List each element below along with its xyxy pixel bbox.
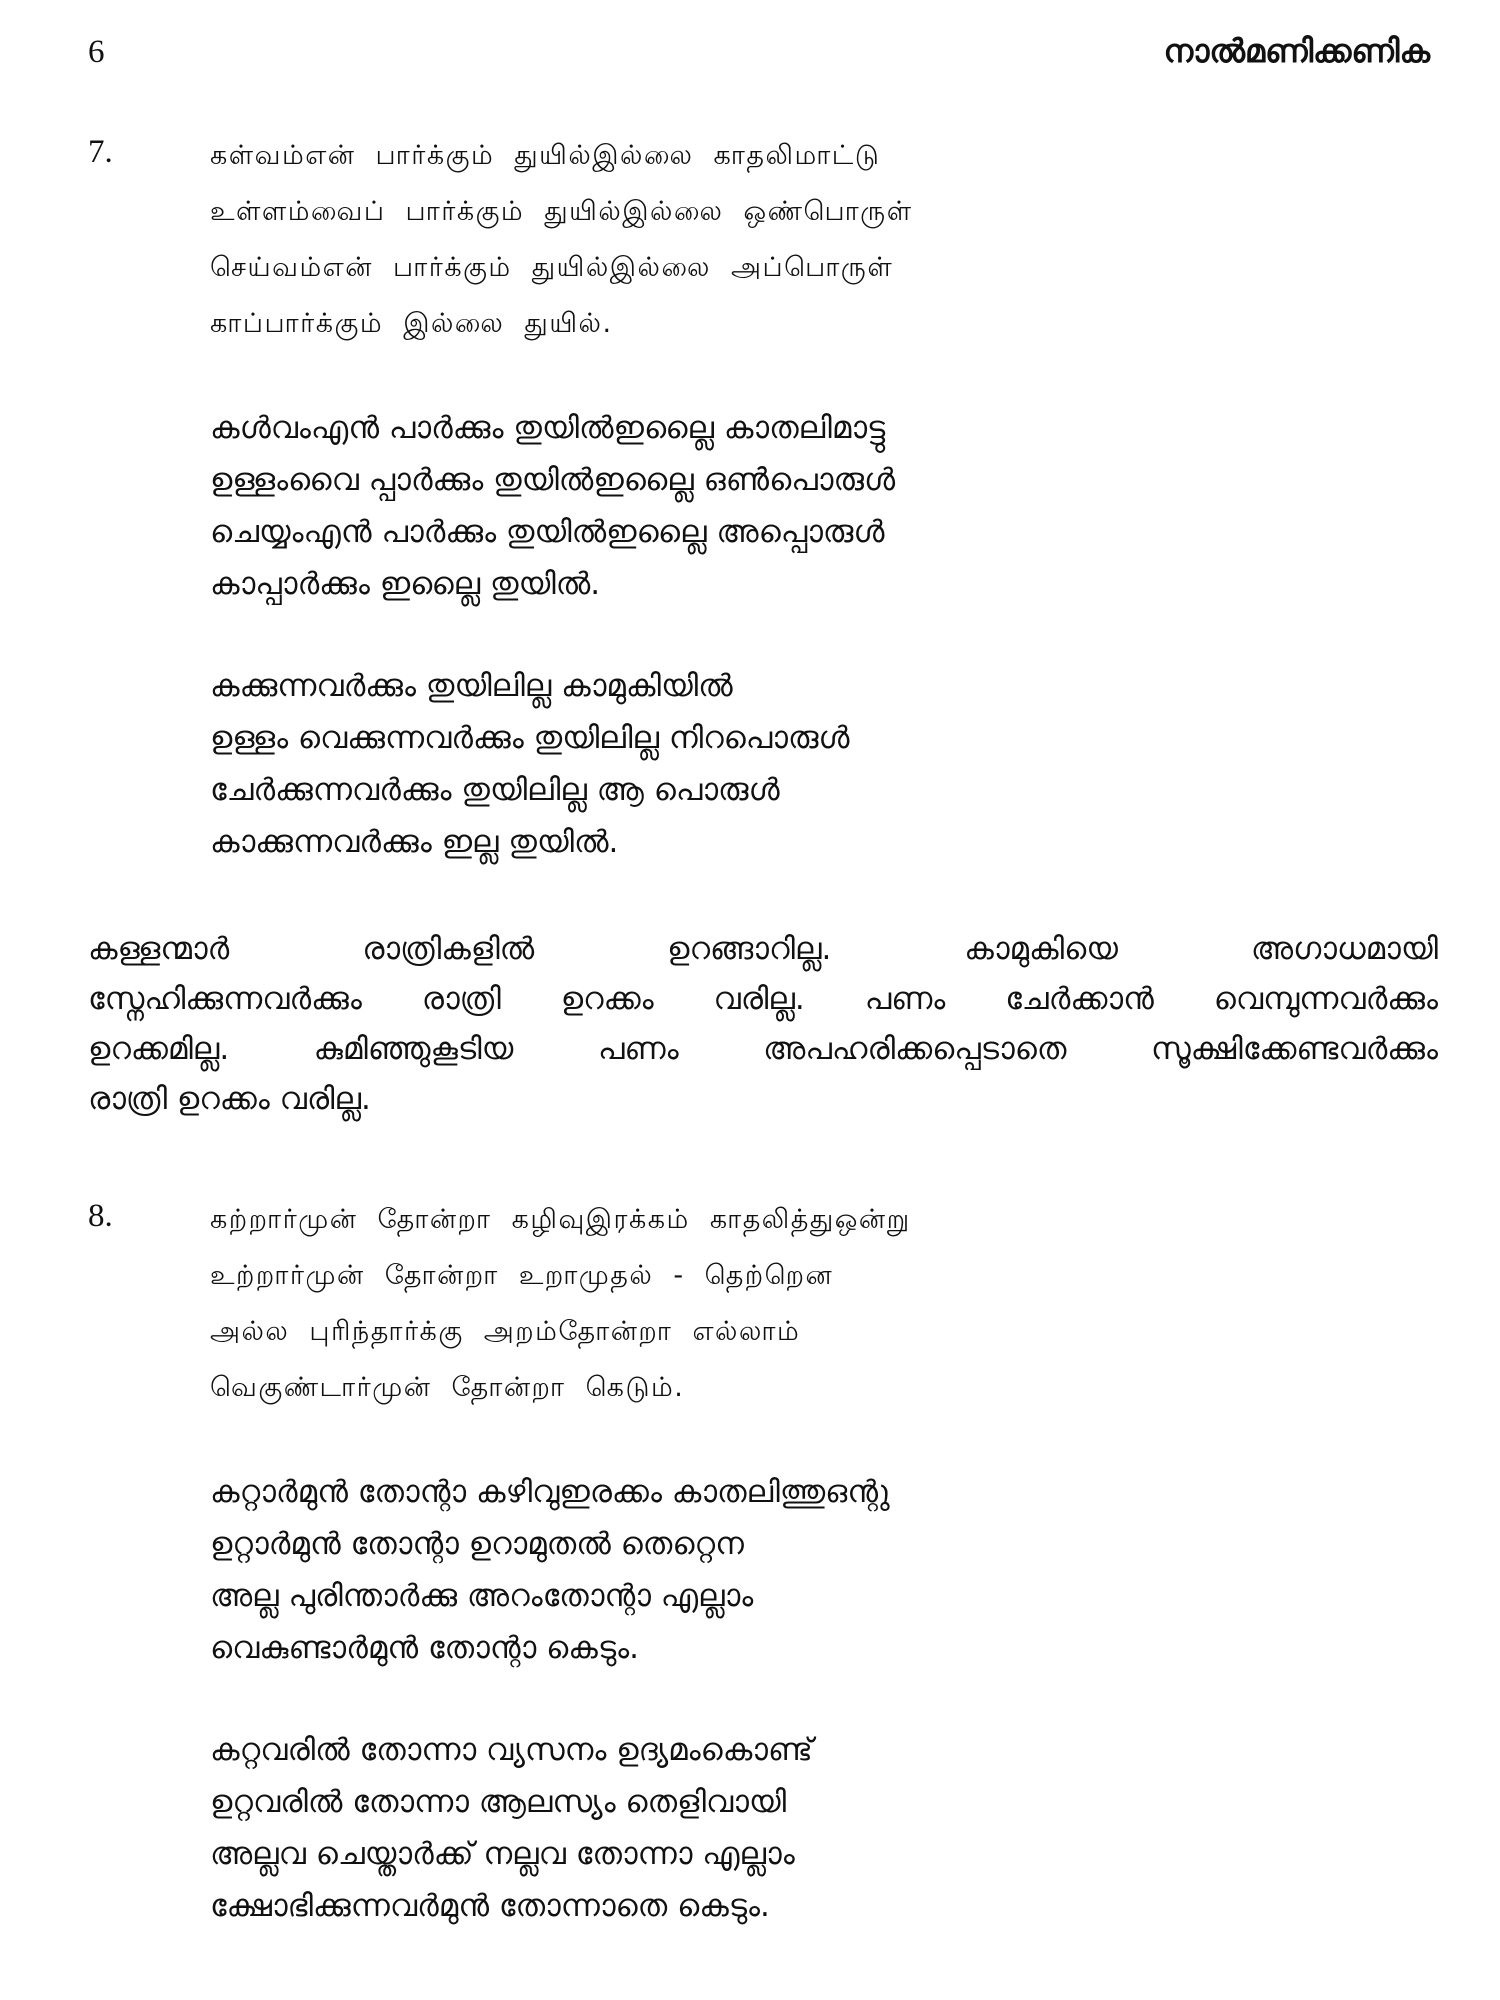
- transliteration-line: ഉറ്റാർമുൻ തോന്റാ ഉറാമുതൽ തെറ്റെന: [210, 1526, 744, 1562]
- tamil-stanza: [210, 128, 913, 352]
- tamil-line: உள்ளம்வைப் பார்க்கும் துயில்இல்லை ஒண்பொருள்: [210, 196, 913, 227]
- translation-line: കറ്റവരിൽ തോന്നാ വ്യസനം ഉദ്യമംകൊണ്ട്: [210, 1732, 813, 1768]
- translation-line: ഉള്ളം വെക്കുന്നവർക്കും തുയിലില്ല നിറപൊരുൾ: [210, 720, 850, 756]
- tamil-line: செய்வம்என் பார்க்கும் துயில்இல்லை அப்பொருள்: [210, 252, 894, 283]
- tamil-line: அல்ல புரிந்தார்க்கு அறம்தோன்றா எல்லாம்: [210, 1316, 801, 1347]
- running-title: നാൽമണിക്കണിക: [1163, 32, 1430, 70]
- tamil-stanza: [210, 1192, 911, 1416]
- verse-number: 8.: [88, 1198, 113, 1234]
- tamil-line: கற்றார்முன் தோன்றா கழிவுஇரக்கம் காதலித்துஒன்று: [210, 1204, 911, 1235]
- translation-line: ക്ഷോഭിക്കുന്നവർമുൻ തോന്നാതെ കെടും.: [210, 1888, 770, 1924]
- commentary-line: രാത്രി ഉറക്കം വരില്ല.: [88, 1081, 371, 1117]
- commentary-line: സ്നേഹിക്കുന്നവർക്കും രാത്രി ഉറക്കം വരില്ല. പണം ചേർക്കാൻ വെമ്പുന്നവർക്കും: [88, 981, 1438, 1017]
- page-number: 6: [88, 34, 105, 70]
- translation-stanza: [210, 1724, 813, 1932]
- tamil-line: கள்வம்என் பார்க்கும் துயில்இல்லை காதலிமாட்டு: [210, 140, 881, 171]
- commentary-line: കള്ളന്മാർ രാത്രികളിൽ ഉറങ്ങാറില്ല. കാമുകിയെ അഗാധമായി: [88, 931, 1438, 967]
- translation-line: ചേർക്കുന്നവർക്കും തുയിലില്ല ആ പൊരുൾ: [210, 772, 780, 808]
- translation-line: അല്ലവ ചെയ്താർക്ക് നല്ലവ തോന്നാ എല്ലാം: [210, 1836, 795, 1872]
- transliteration-stanza: [210, 1466, 890, 1674]
- verse-number: 7.: [88, 134, 113, 170]
- translation-line: ഉറ്റവരിൽ തോന്നാ ആലസ്യം തെളിവായി: [210, 1784, 787, 1820]
- transliteration-line: വെകുണ്ടാർമുൻ തോന്റാ കെടും.: [210, 1630, 639, 1666]
- translation-stanza: [210, 660, 850, 868]
- tamil-line: காப்பார்க்கும் இல்லை துயில்.: [210, 308, 613, 339]
- commentary-paragraph: [88, 924, 1438, 1124]
- translation-line: കാക്കുന്നവർക്കും ഇല്ല തുയിൽ.: [210, 824, 619, 860]
- transliteration-line: ചെയ്യംഎൻ പാർക്കും തുയിൽഇല്ലൈ അപ്പൊരുൾ: [210, 514, 885, 550]
- transliteration-line: കറ്റാർമുൻ തോന്റാ കഴിവുഇരക്കം കാതലിത്തുഒന്റു: [210, 1474, 890, 1510]
- tamil-line: வெகுண்டார்முன் தோன்றா கெடும்.: [210, 1372, 685, 1403]
- tamil-line: உற்றார்முன் தோன்றா உறாமுதல் - தெற்றென: [210, 1260, 834, 1291]
- transliteration-line: കൾവംഎൻ പാർക്കും തുയിൽഇല്ലൈ കാതലിമാട്ടു: [210, 410, 886, 446]
- transliteration-stanza: [210, 402, 895, 610]
- transliteration-line: ഉള്ളംവൈ പ്പാർക്കും തുയിൽഇല്ലൈ ഒൺപൊരുൾ: [210, 462, 896, 498]
- transliteration-line: കാപ്പാർക്കും ഇല്ലൈ തുയിൽ.: [210, 566, 601, 602]
- commentary-line: ഉറക്കമില്ല. കുമിഞ്ഞുകൂടിയ പണം അപഹരിക്കപ്പെടാതെ സൂക്ഷിക്കേണ്ടവർക്കും: [88, 1031, 1438, 1067]
- transliteration-line: അല്ല പുരിന്താർക്കു അറംതോന്റാ എല്ലാം: [210, 1578, 754, 1614]
- translation-line: കക്കുന്നവർക്കും തുയിലില്ല കാമുകിയിൽ: [210, 668, 733, 704]
